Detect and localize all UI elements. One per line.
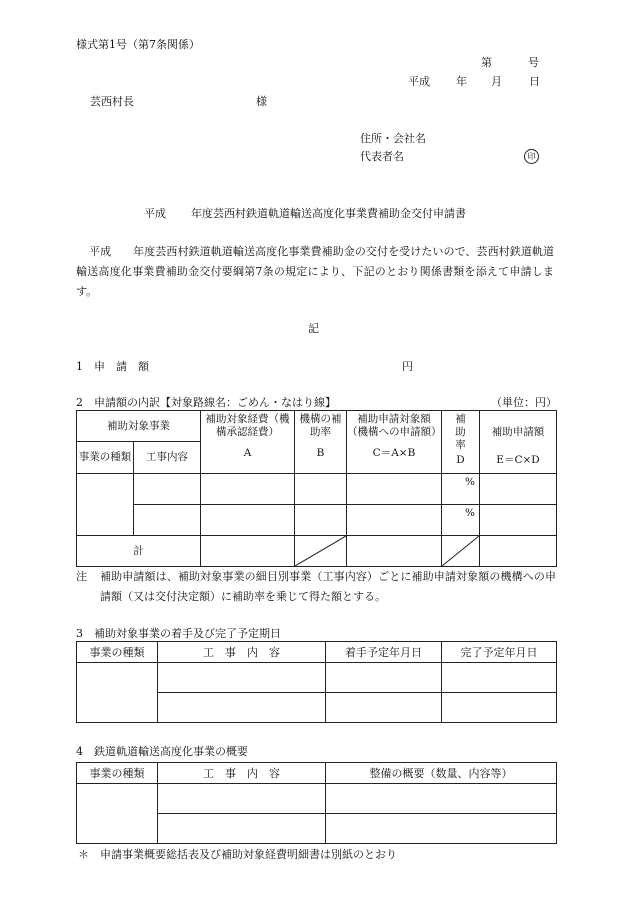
section1-label: 申 請 額 xyxy=(94,360,149,373)
date-month: 月 xyxy=(491,75,502,88)
seal-mark: 印 xyxy=(524,149,539,164)
total-subsidy-rate-cell-crossed xyxy=(442,536,480,567)
overview-table xyxy=(76,762,557,844)
section4-number: 4 xyxy=(76,745,83,758)
schedule-start-cell xyxy=(326,693,442,723)
overview-summary-cell xyxy=(326,784,557,814)
section1-unit: 円 xyxy=(402,360,413,373)
note-text: 補助申請額は、補助対象事業の細目別事業（工事内容）ごとに補助申請対象額の機構への申請額（又は交付決定額）に補助率を乗じて得た額とする。 xyxy=(100,570,556,603)
overview-work-header: 工 事 内 容 xyxy=(158,763,326,784)
total-apply-cell xyxy=(347,536,442,567)
schedule-work-cell xyxy=(158,693,326,723)
footnote-text: 申請事業概要総括表及び補助対象経費明細書は別紙のとおり xyxy=(100,848,397,861)
schedule-start-cell xyxy=(326,663,442,693)
representative-label: 代表者名 xyxy=(360,150,404,163)
cost-cell xyxy=(201,474,295,505)
schedule-table xyxy=(76,641,557,723)
addressee: 芸西村長 xyxy=(90,95,134,108)
overview-work-cell xyxy=(158,784,326,814)
type-cell xyxy=(77,474,134,536)
schedule-start-header: 着手予定年月日 xyxy=(326,642,442,663)
date-day: 日 xyxy=(529,75,540,88)
date-year: 年 xyxy=(456,75,467,88)
total-rate-cell-crossed xyxy=(295,536,347,567)
schedule-end-cell xyxy=(442,663,557,693)
body-paragraph xyxy=(76,242,554,302)
cost-cell xyxy=(201,505,295,536)
apply-cell xyxy=(347,505,442,536)
section3-number: 3 xyxy=(76,627,83,640)
schedule-type-header: 事業の種類 xyxy=(77,642,158,663)
request-header-text: 補助申請額 xyxy=(491,425,545,438)
request-symbol: E＝C×D xyxy=(496,453,540,466)
schedule-end-header: 完了予定年月日 xyxy=(442,642,557,663)
title-era: 平成 xyxy=(144,207,166,220)
doc-number-suffix: 号 xyxy=(528,56,539,69)
request-header xyxy=(480,411,557,474)
ki-heading: 記 xyxy=(308,322,319,335)
rate-cell xyxy=(295,474,347,505)
footnote-mark: ＊ xyxy=(78,848,89,861)
schedule-work-header: 工 事 内 容 xyxy=(158,642,326,663)
rate-header-text: 機構の補助率 xyxy=(299,413,342,438)
total-label: 計 xyxy=(77,536,201,567)
cost-header-text: 補助対象経費（機構承認経費） xyxy=(205,413,290,438)
subsidy-rate-cell: % xyxy=(442,474,480,505)
note-prefix: 注 xyxy=(76,570,87,583)
schedule-work-cell xyxy=(158,663,326,693)
applicant-address-label: 住所・会社名 xyxy=(360,132,426,145)
date-era: 平成 xyxy=(408,75,430,88)
form-number: 様式第1号（第7条関係） xyxy=(76,38,200,51)
apply-symbol: C＝A×B xyxy=(372,447,416,459)
total-cost-cell xyxy=(201,536,295,567)
section4-label: 鉄道軌道輸送高度化事業の概要 xyxy=(94,745,248,758)
work-header: 工事内容 xyxy=(134,442,201,474)
work-cell xyxy=(134,505,201,536)
subject-header: 補助対象事業 xyxy=(77,411,201,442)
rate-header xyxy=(295,411,347,474)
total-request-cell xyxy=(480,536,557,567)
cost-symbol: A xyxy=(243,447,252,459)
honorific: 様 xyxy=(256,95,267,108)
subsidy-rate-header xyxy=(442,411,480,474)
subsidy-rate-cell: % xyxy=(442,505,480,536)
overview-summary-header: 整備の概要（数量、内容等） xyxy=(326,763,557,784)
apply-cell xyxy=(347,474,442,505)
document-title: 年度芸西村鉄道軌道輸送高度化事業費補助金交付申請書 xyxy=(191,207,466,220)
rate-symbol: B xyxy=(316,447,325,459)
type-header: 事業の種類 xyxy=(77,442,134,474)
schedule-type-cell xyxy=(77,663,158,723)
breakdown-table xyxy=(76,410,557,567)
body-era: 平成 xyxy=(89,245,112,258)
section2-number: 2 xyxy=(76,396,83,409)
cost-header xyxy=(201,411,295,474)
schedule-end-cell xyxy=(442,693,557,723)
section2-label: 申請額の内訳【対象路線名：ごめん・なはり線】 xyxy=(94,396,336,409)
section2-unit-note: （単位：円） xyxy=(491,396,557,409)
body-text: 年度芸西村鉄道軌道輸送高度化事業費補助金の交付を受けたいので、芸西村鉄道軌道輸送高度化事業費補助金交付要綱第7条の規定により、下記のとおり関係書類を添えて申請します。 xyxy=(76,245,555,298)
section3-label: 補助対象事業の着手及び完了予定期日 xyxy=(94,627,281,640)
work-cell xyxy=(134,474,201,505)
overview-type-header: 事業の種類 xyxy=(77,763,158,784)
subsidy-symbol: D xyxy=(456,454,465,466)
subsidy-rate-text: 補助率 xyxy=(455,413,466,451)
apply-header xyxy=(347,411,442,474)
rate-cell xyxy=(295,505,347,536)
overview-summary-cell xyxy=(326,814,557,844)
overview-type-cell xyxy=(77,784,158,844)
overview-work-cell xyxy=(158,814,326,844)
section1-number: 1 xyxy=(76,360,83,373)
doc-number-label: 第 xyxy=(481,56,492,69)
request-cell xyxy=(480,505,557,536)
request-cell xyxy=(480,474,557,505)
apply-header-text: 補助申請対象額（機構への申請額） xyxy=(347,413,442,438)
